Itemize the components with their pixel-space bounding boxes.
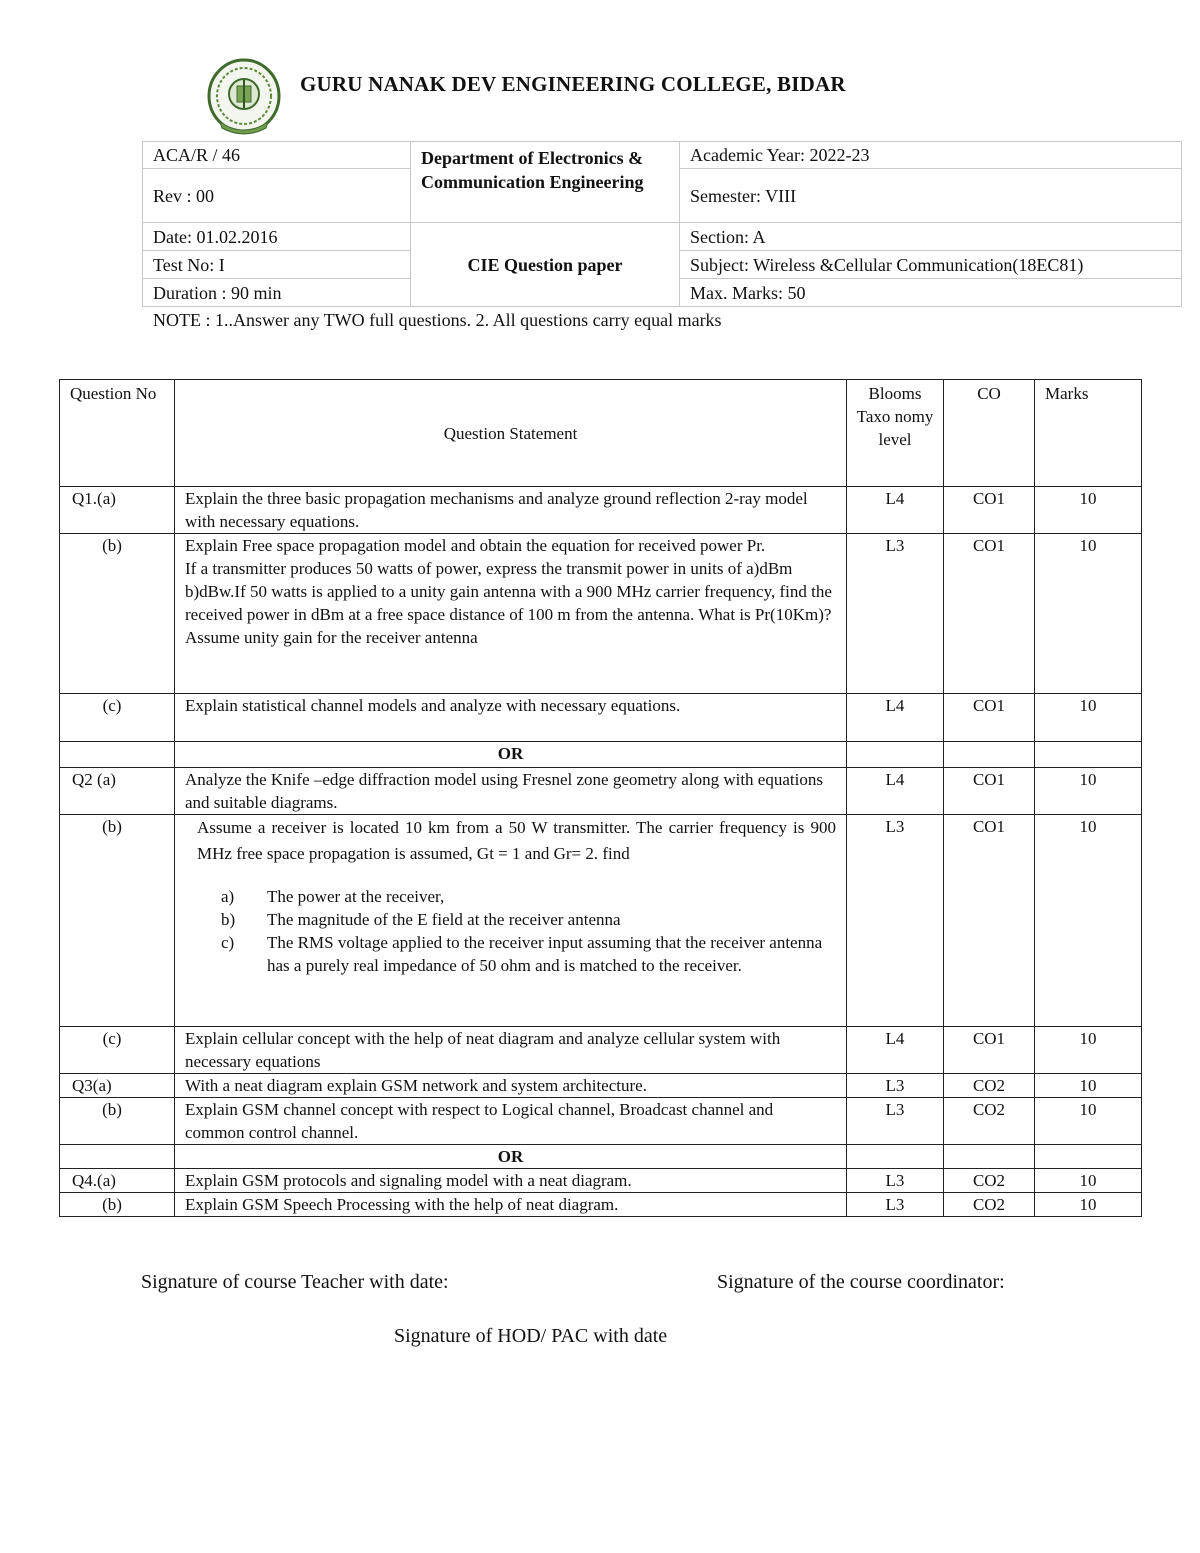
doc-ref: ACA/R / 46 [143,142,411,169]
blooms-level: L3 [847,815,944,1027]
question-text: Explain cellular concept with the help of neat diagram and analyze cellular system with necessary equations [175,1027,847,1074]
question-text-intro: Assume a receiver is located 10 km from a 50 W transmitter. The carrier frequency is 900 MHz free space propagation is assumed, Gt = 1 and Gr= 2. find [197,818,836,863]
list-item [221,885,836,908]
college-seal-icon [206,58,282,136]
course-outcome: CO2 [944,1193,1035,1217]
doc-date: Date: 01.02.2016 [143,223,411,251]
question-text: Explain statistical channel models and analyze with necessary equations. [175,694,847,742]
course-outcome: CO2 [944,1074,1035,1098]
table-header-row [60,380,1142,487]
course-outcome: CO1 [944,487,1035,534]
blooms-level: L4 [847,694,944,742]
question-text: Explain GSM protocols and signaling model with a neat diagram. [175,1169,847,1193]
table-row [60,1074,1142,1098]
question-text: Explain GSM channel concept with respect to Logical channel, Broadcast channel and common control channel. [175,1098,847,1145]
question-number: (b) [60,1193,175,1217]
question-text-part-1: Explain Free space propagation model and obtain the equation for received power Pr. [185,536,766,555]
table-row [60,1098,1142,1145]
question-text [175,534,847,694]
table-row [60,1027,1142,1074]
subject: Subject: Wireless &Cellular Communication(18EC81) [680,251,1182,279]
course-outcome: CO2 [944,1098,1035,1145]
or-row [60,742,1142,768]
paper-type: CIE Question paper [411,223,680,307]
part-text: The power at the receiver, [267,887,445,906]
marks: 10 [1035,815,1142,1027]
question-text: Explain the three basic propagation mechanisms and analyze ground reflection 2-ray model with necessary equations. [175,487,847,534]
semester: Semester: VIII [680,169,1182,223]
table-row [60,768,1142,815]
exam-note: NOTE : 1..Answer any TWO full questions. 2. All questions carry equal marks [153,310,722,330]
section: Section: A [680,223,1182,251]
course-outcome: CO2 [944,1169,1035,1193]
revision: Rev : 00 [143,169,411,223]
question-number: (b) [60,534,175,694]
question-table [59,379,1142,1217]
marks: 10 [1035,1169,1142,1193]
test-number: Test No: I [143,251,411,279]
header-marks: Marks [1035,380,1142,487]
teacher-signature-label: Signature of course Teacher with date: [141,1271,449,1293]
question-number: Q1.(a) [60,487,175,534]
blooms-level: L3 [847,1098,944,1145]
marks: 10 [1035,1074,1142,1098]
blooms-level: L4 [847,768,944,815]
question-number: (b) [60,815,175,1027]
blooms-level: L4 [847,487,944,534]
coordinator-signature-label: Signature of the course coordinator: [717,1271,1005,1293]
course-outcome: CO1 [944,815,1035,1027]
blooms-level: L3 [847,534,944,694]
or-row [60,1145,1142,1169]
duration: Duration : 90 min [143,279,411,307]
table-row [60,694,1142,742]
table-row [60,1193,1142,1217]
blooms-level: L3 [847,1193,944,1217]
blooms-level: L4 [847,1027,944,1074]
course-outcome: CO1 [944,694,1035,742]
part-label: c) [221,933,235,952]
table-row [60,1169,1142,1193]
hod-signature-label: Signature of HOD/ PAC with date [394,1325,668,1347]
or-separator: OR [175,742,847,768]
question-number: Q2 (a) [60,768,175,815]
question-number: (c) [60,694,175,742]
question-number: (b) [60,1098,175,1145]
list-item [221,908,836,931]
table-row [60,815,1142,1027]
marks: 10 [1035,1027,1142,1074]
college-name: GURU NANAK DEV ENGINEERING COLLEGE, BIDAR [300,72,846,96]
header-question-no: Question No [60,380,175,487]
blooms-level: L3 [847,1169,944,1193]
question-text [175,815,847,1027]
question-number: (c) [60,1027,175,1074]
question-number: Q3(a) [60,1074,175,1098]
table-row [60,534,1142,694]
header-question-statement: Question Statement [175,380,847,487]
part-text: The RMS voltage applied to the receiver input assuming that the receiver antenna has a purely real impedance of 50 ohm and is matched to the receiver. [267,933,823,975]
marks: 10 [1035,1098,1142,1145]
marks: 10 [1035,768,1142,815]
question-text: Explain GSM Speech Processing with the help of neat diagram. [175,1193,847,1217]
blooms-level: L3 [847,1074,944,1098]
list-item [221,931,836,977]
academic-year: Academic Year: 2022-23 [680,142,1182,169]
marks: 10 [1035,694,1142,742]
course-outcome: CO1 [944,768,1035,815]
table-row [60,487,1142,534]
course-outcome: CO1 [944,1027,1035,1074]
question-text: Analyze the Knife –edge diffraction model using Fresnel zone geometry along with equations and suitable diagrams. [175,768,847,815]
sub-parts-list [185,885,836,977]
header-blooms-level: Blooms Taxo nomy level [847,380,944,487]
marks: 10 [1035,534,1142,694]
marks: 10 [1035,487,1142,534]
part-label: a) [221,887,235,906]
document-info-table [142,141,1182,307]
part-text: The magnitude of the E field at the receiver antenna [267,910,621,929]
header-co: CO [944,380,1035,487]
course-outcome: CO1 [944,534,1035,694]
max-marks: Max. Marks: 50 [680,279,1182,307]
or-separator: OR [175,1145,847,1169]
part-label: b) [221,910,236,929]
question-text: With a neat diagram explain GSM network and system architecture. [175,1074,847,1098]
department: Department of Electronics & Communication Engineering [411,142,680,223]
question-text-part-2: If a transmitter produces 50 watts of power, express the transmit power in units of a)dBm b)dBw.If 50 watts is applied to a unity gain antenna with a 900 MHz carrier frequency, find the received power in dBm at a free space distance of 100 m from the antenna. What is Pr(10Km)?Assume unity gain for the receiver antenna [185,559,832,647]
question-number: Q4.(a) [60,1169,175,1193]
marks: 10 [1035,1193,1142,1217]
